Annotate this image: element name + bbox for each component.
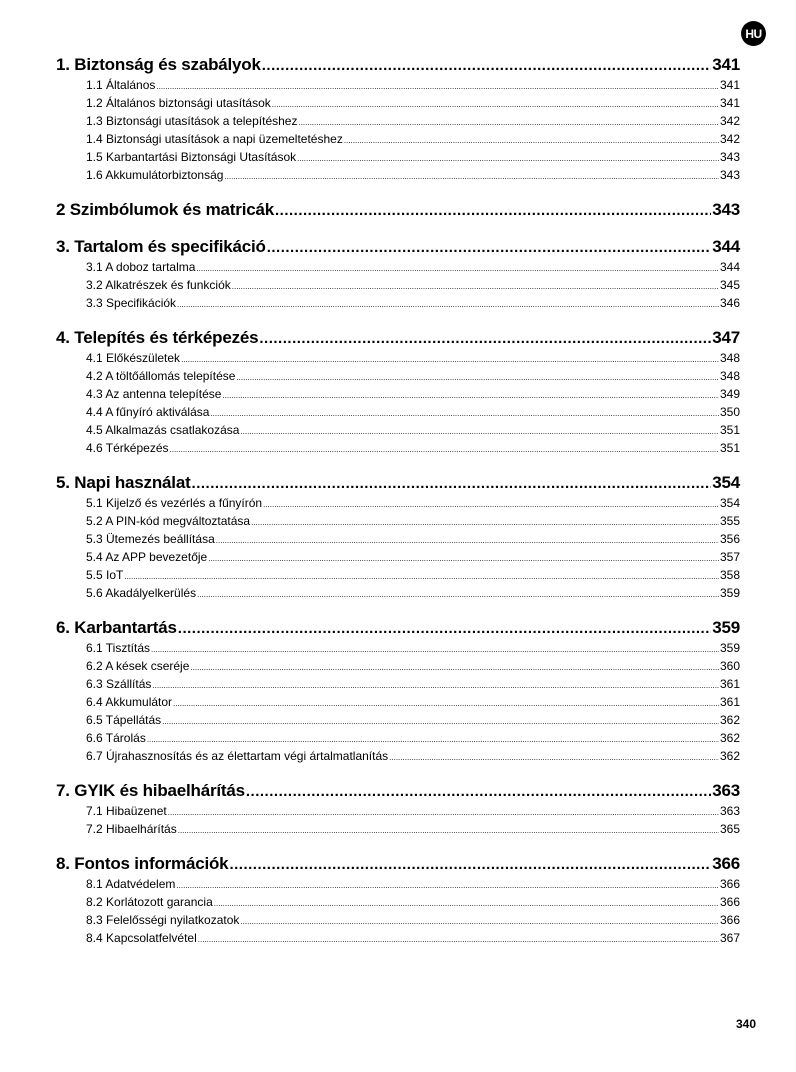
entry-title: 4.6 Térképezés bbox=[86, 441, 169, 455]
dot-leader bbox=[236, 369, 719, 387]
dot-leader bbox=[173, 695, 719, 713]
dot-leader bbox=[240, 423, 719, 441]
toc-entry[interactable] bbox=[56, 94, 740, 112]
toc-section-heading[interactable] bbox=[56, 236, 740, 258]
dot-leader bbox=[197, 586, 719, 604]
toc-entry[interactable] bbox=[56, 421, 740, 439]
entry-page-number: 358 bbox=[719, 568, 740, 582]
toc-entry[interactable] bbox=[56, 76, 740, 94]
entry-title: 3.1 A doboz tartalma bbox=[86, 260, 196, 274]
dot-leader bbox=[344, 132, 719, 150]
entry-title: 6.4 Akkumulátor bbox=[86, 695, 173, 709]
entry-title: 1.4 Biztonsági utasítások a napi üzemeltetéshez bbox=[86, 132, 343, 146]
entry-page-number: 363 bbox=[719, 804, 740, 818]
entry-page-number: 361 bbox=[719, 695, 740, 709]
entry-title: 1.5 Karbantartási Biztonsági Utasítások bbox=[86, 150, 297, 164]
page-number: 340 bbox=[736, 1017, 757, 1031]
toc-section-heading[interactable] bbox=[56, 472, 740, 494]
dot-leader bbox=[214, 895, 719, 913]
entry-title: 1.2 Általános biztonsági utasítások bbox=[86, 96, 271, 110]
entry-page-number: 348 bbox=[719, 369, 740, 383]
toc-section-heading[interactable] bbox=[56, 199, 740, 221]
dot-leader bbox=[124, 568, 719, 586]
table-of-contents bbox=[56, 54, 740, 962]
entry-page-number: 357 bbox=[719, 550, 740, 564]
entry-page-number: 356 bbox=[719, 532, 740, 546]
toc-entry[interactable] bbox=[56, 875, 740, 893]
entry-page-number: 348 bbox=[719, 351, 740, 365]
entry-title: 3.2 Alkatrészek és funkciók bbox=[86, 278, 231, 292]
toc-section bbox=[56, 54, 740, 184]
section-page-number: 343 bbox=[712, 200, 740, 219]
entry-title: 6.7 Újrahasznosítás és az élettartam végi ártalmatlanítás bbox=[86, 749, 389, 763]
dot-leader bbox=[275, 200, 711, 222]
dot-leader bbox=[251, 514, 719, 532]
entry-title: 1.6 Akkumulátorbiztonság bbox=[86, 168, 224, 182]
toc-entry[interactable] bbox=[56, 349, 740, 367]
entry-page-number: 366 bbox=[719, 877, 740, 891]
entry-title: 4.1 Előkészületek bbox=[86, 351, 181, 365]
toc-entry[interactable] bbox=[56, 893, 740, 911]
entry-page-number: 362 bbox=[719, 713, 740, 727]
toc-entry[interactable] bbox=[56, 657, 740, 675]
entry-title: 5.2 A PIN-kód megváltoztatása bbox=[86, 514, 251, 528]
entry-title: 8.3 Felelősségi nyilatkozatok bbox=[86, 913, 240, 927]
dot-leader bbox=[389, 749, 719, 767]
entry-title: 1.3 Biztonsági utasítások a telepítéshez bbox=[86, 114, 298, 128]
entry-page-number: 350 bbox=[719, 405, 740, 419]
section-title: 8. Fontos információk bbox=[56, 854, 229, 873]
dot-leader bbox=[222, 387, 719, 405]
toc-entry[interactable] bbox=[56, 693, 740, 711]
entry-title: 8.2 Korlátozott garancia bbox=[86, 895, 213, 909]
entry-title: 6.3 Szállítás bbox=[86, 677, 152, 691]
toc-section bbox=[56, 780, 740, 838]
entry-title: 5.3 Ütemezés beállítása bbox=[86, 532, 215, 546]
entry-title: 6.2 A kések cseréje bbox=[86, 659, 190, 673]
entry-page-number: 341 bbox=[719, 96, 740, 110]
dot-leader bbox=[240, 913, 719, 931]
dot-leader bbox=[192, 473, 712, 495]
toc-section-heading[interactable] bbox=[56, 853, 740, 875]
dot-leader bbox=[190, 659, 719, 677]
entry-title: 4.4 A fűnyíró aktiválása bbox=[86, 405, 210, 419]
entry-page-number: 349 bbox=[719, 387, 740, 401]
toc-entry[interactable] bbox=[56, 385, 740, 403]
section-page-number: 347 bbox=[712, 328, 740, 347]
dot-leader bbox=[170, 441, 719, 459]
dot-leader bbox=[178, 822, 719, 840]
toc-entry[interactable] bbox=[56, 911, 740, 929]
entry-page-number: 343 bbox=[719, 150, 740, 164]
entry-title: 5.6 Akadályelkerülés bbox=[86, 586, 197, 600]
toc-section-heading[interactable] bbox=[56, 54, 740, 76]
toc-section bbox=[56, 236, 740, 312]
toc-entry[interactable] bbox=[56, 403, 740, 421]
entry-title: 8.4 Kapcsolatfelvétel bbox=[86, 931, 197, 945]
entry-title: 5.1 Kijelző és vezérlés a fűnyírón bbox=[86, 496, 263, 510]
entry-page-number: 362 bbox=[719, 731, 740, 745]
dot-leader bbox=[168, 804, 719, 822]
entry-page-number: 341 bbox=[719, 78, 740, 92]
toc-section-heading[interactable] bbox=[56, 327, 740, 349]
entry-page-number: 359 bbox=[719, 586, 740, 600]
toc-entry[interactable] bbox=[56, 929, 740, 947]
toc-section-heading[interactable] bbox=[56, 780, 740, 802]
section-title: 1. Biztonság és szabályok bbox=[56, 55, 261, 74]
toc-section bbox=[56, 327, 740, 457]
dot-leader bbox=[263, 496, 719, 514]
dot-leader bbox=[152, 677, 719, 695]
entry-title: 5.5 IoT bbox=[86, 568, 124, 582]
toc-entry[interactable] bbox=[56, 258, 740, 276]
toc-entry[interactable] bbox=[56, 276, 740, 294]
entry-page-number: 366 bbox=[719, 895, 740, 909]
entry-title: 6.1 Tisztítás bbox=[86, 641, 151, 655]
dot-leader bbox=[178, 618, 711, 640]
entry-page-number: 342 bbox=[719, 132, 740, 146]
entry-title: 8.1 Adatvédelem bbox=[86, 877, 176, 891]
entry-page-number: 346 bbox=[719, 296, 740, 310]
dot-leader bbox=[198, 931, 719, 949]
section-title: 3. Tartalom és specifikáció bbox=[56, 237, 266, 256]
section-title: 6. Karbantartás bbox=[56, 618, 177, 637]
toc-entry[interactable] bbox=[56, 711, 740, 729]
entry-page-number: 345 bbox=[719, 278, 740, 292]
toc-entry[interactable] bbox=[56, 439, 740, 457]
section-page-number: 363 bbox=[712, 781, 740, 800]
entry-page-number: 351 bbox=[719, 441, 740, 455]
toc-section bbox=[56, 853, 740, 947]
dot-leader bbox=[196, 260, 719, 278]
toc-entry[interactable] bbox=[56, 494, 740, 512]
section-page-number: 344 bbox=[712, 237, 740, 256]
section-page-number: 366 bbox=[712, 854, 740, 873]
entry-page-number: 351 bbox=[719, 423, 740, 437]
dot-leader bbox=[208, 550, 719, 568]
dot-leader bbox=[156, 78, 719, 96]
section-page-number: 359 bbox=[712, 618, 740, 637]
toc-entry[interactable] bbox=[56, 294, 740, 312]
entry-page-number: 360 bbox=[719, 659, 740, 673]
toc-entry[interactable] bbox=[56, 675, 740, 693]
toc-entry[interactable] bbox=[56, 512, 740, 530]
entry-page-number: 343 bbox=[719, 168, 740, 182]
section-page-number: 354 bbox=[712, 473, 740, 492]
toc-entry[interactable] bbox=[56, 148, 740, 166]
entry-page-number: 362 bbox=[719, 749, 740, 763]
entry-page-number: 342 bbox=[719, 114, 740, 128]
entry-title: 6.6 Tárolás bbox=[86, 731, 146, 745]
entry-page-number: 365 bbox=[719, 822, 740, 836]
toc-entry[interactable] bbox=[56, 530, 740, 548]
dot-leader bbox=[210, 405, 719, 423]
entry-title: 3.3 Specifikációk bbox=[86, 296, 177, 310]
dot-leader bbox=[181, 351, 719, 369]
dot-leader bbox=[151, 641, 719, 659]
section-page-number: 341 bbox=[712, 55, 740, 74]
entry-page-number: 361 bbox=[719, 677, 740, 691]
entry-title: 7.1 Hibaüzenet bbox=[86, 804, 167, 818]
entry-page-number: 359 bbox=[719, 641, 740, 655]
entry-page-number: 367 bbox=[719, 931, 740, 945]
dot-leader bbox=[259, 328, 711, 350]
toc-entry[interactable] bbox=[56, 112, 740, 130]
toc-entry[interactable] bbox=[56, 566, 740, 584]
entry-title: 6.5 Tápellátás bbox=[86, 713, 162, 727]
entry-page-number: 344 bbox=[719, 260, 740, 274]
entry-page-number: 355 bbox=[719, 514, 740, 528]
toc-entry[interactable] bbox=[56, 639, 740, 657]
toc-entry[interactable] bbox=[56, 802, 740, 820]
entry-page-number: 366 bbox=[719, 913, 740, 927]
toc-entry[interactable] bbox=[56, 130, 740, 148]
entry-title: 5.4 Az APP bevezetője bbox=[86, 550, 208, 564]
dot-leader bbox=[162, 713, 719, 731]
entry-title: 1.1 Általános bbox=[86, 78, 156, 92]
dot-leader bbox=[262, 55, 711, 77]
dot-leader bbox=[272, 96, 719, 114]
toc-entry[interactable] bbox=[56, 729, 740, 747]
toc-entry[interactable] bbox=[56, 747, 740, 765]
toc-entry[interactable] bbox=[56, 584, 740, 602]
dot-leader bbox=[297, 150, 719, 168]
toc-section bbox=[56, 472, 740, 602]
dot-leader bbox=[224, 168, 719, 186]
dot-leader bbox=[216, 532, 719, 550]
toc-entry[interactable] bbox=[56, 548, 740, 566]
language-badge: HU bbox=[741, 21, 766, 46]
entry-page-number: 354 bbox=[719, 496, 740, 510]
entry-title: 7.2 Hibaelhárítás bbox=[86, 822, 177, 836]
dot-leader bbox=[246, 781, 711, 803]
toc-entry[interactable] bbox=[56, 820, 740, 838]
toc-section-heading[interactable] bbox=[56, 617, 740, 639]
toc-entry[interactable] bbox=[56, 367, 740, 385]
dot-leader bbox=[267, 237, 712, 259]
dot-leader bbox=[176, 877, 719, 895]
dot-leader bbox=[232, 278, 719, 296]
toc-section bbox=[56, 617, 740, 765]
section-title: 7. GYIK és hibaelhárítás bbox=[56, 781, 245, 800]
section-title: 2 Szimbólumok és matricák bbox=[56, 200, 274, 219]
dot-leader bbox=[229, 854, 711, 876]
section-title: 4. Telepítés és térképezés bbox=[56, 328, 259, 347]
dot-leader bbox=[298, 114, 719, 132]
toc-entry[interactable] bbox=[56, 166, 740, 184]
toc-section bbox=[56, 199, 740, 221]
section-title: 5. Napi használat bbox=[56, 473, 191, 492]
dot-leader bbox=[177, 296, 719, 314]
entry-title: 4.5 Alkalmazás csatlakozása bbox=[86, 423, 240, 437]
dot-leader bbox=[147, 731, 719, 749]
entry-title: 4.2 A töltőállomás telepítése bbox=[86, 369, 236, 383]
entry-title: 4.3 Az antenna telepítése bbox=[86, 387, 222, 401]
